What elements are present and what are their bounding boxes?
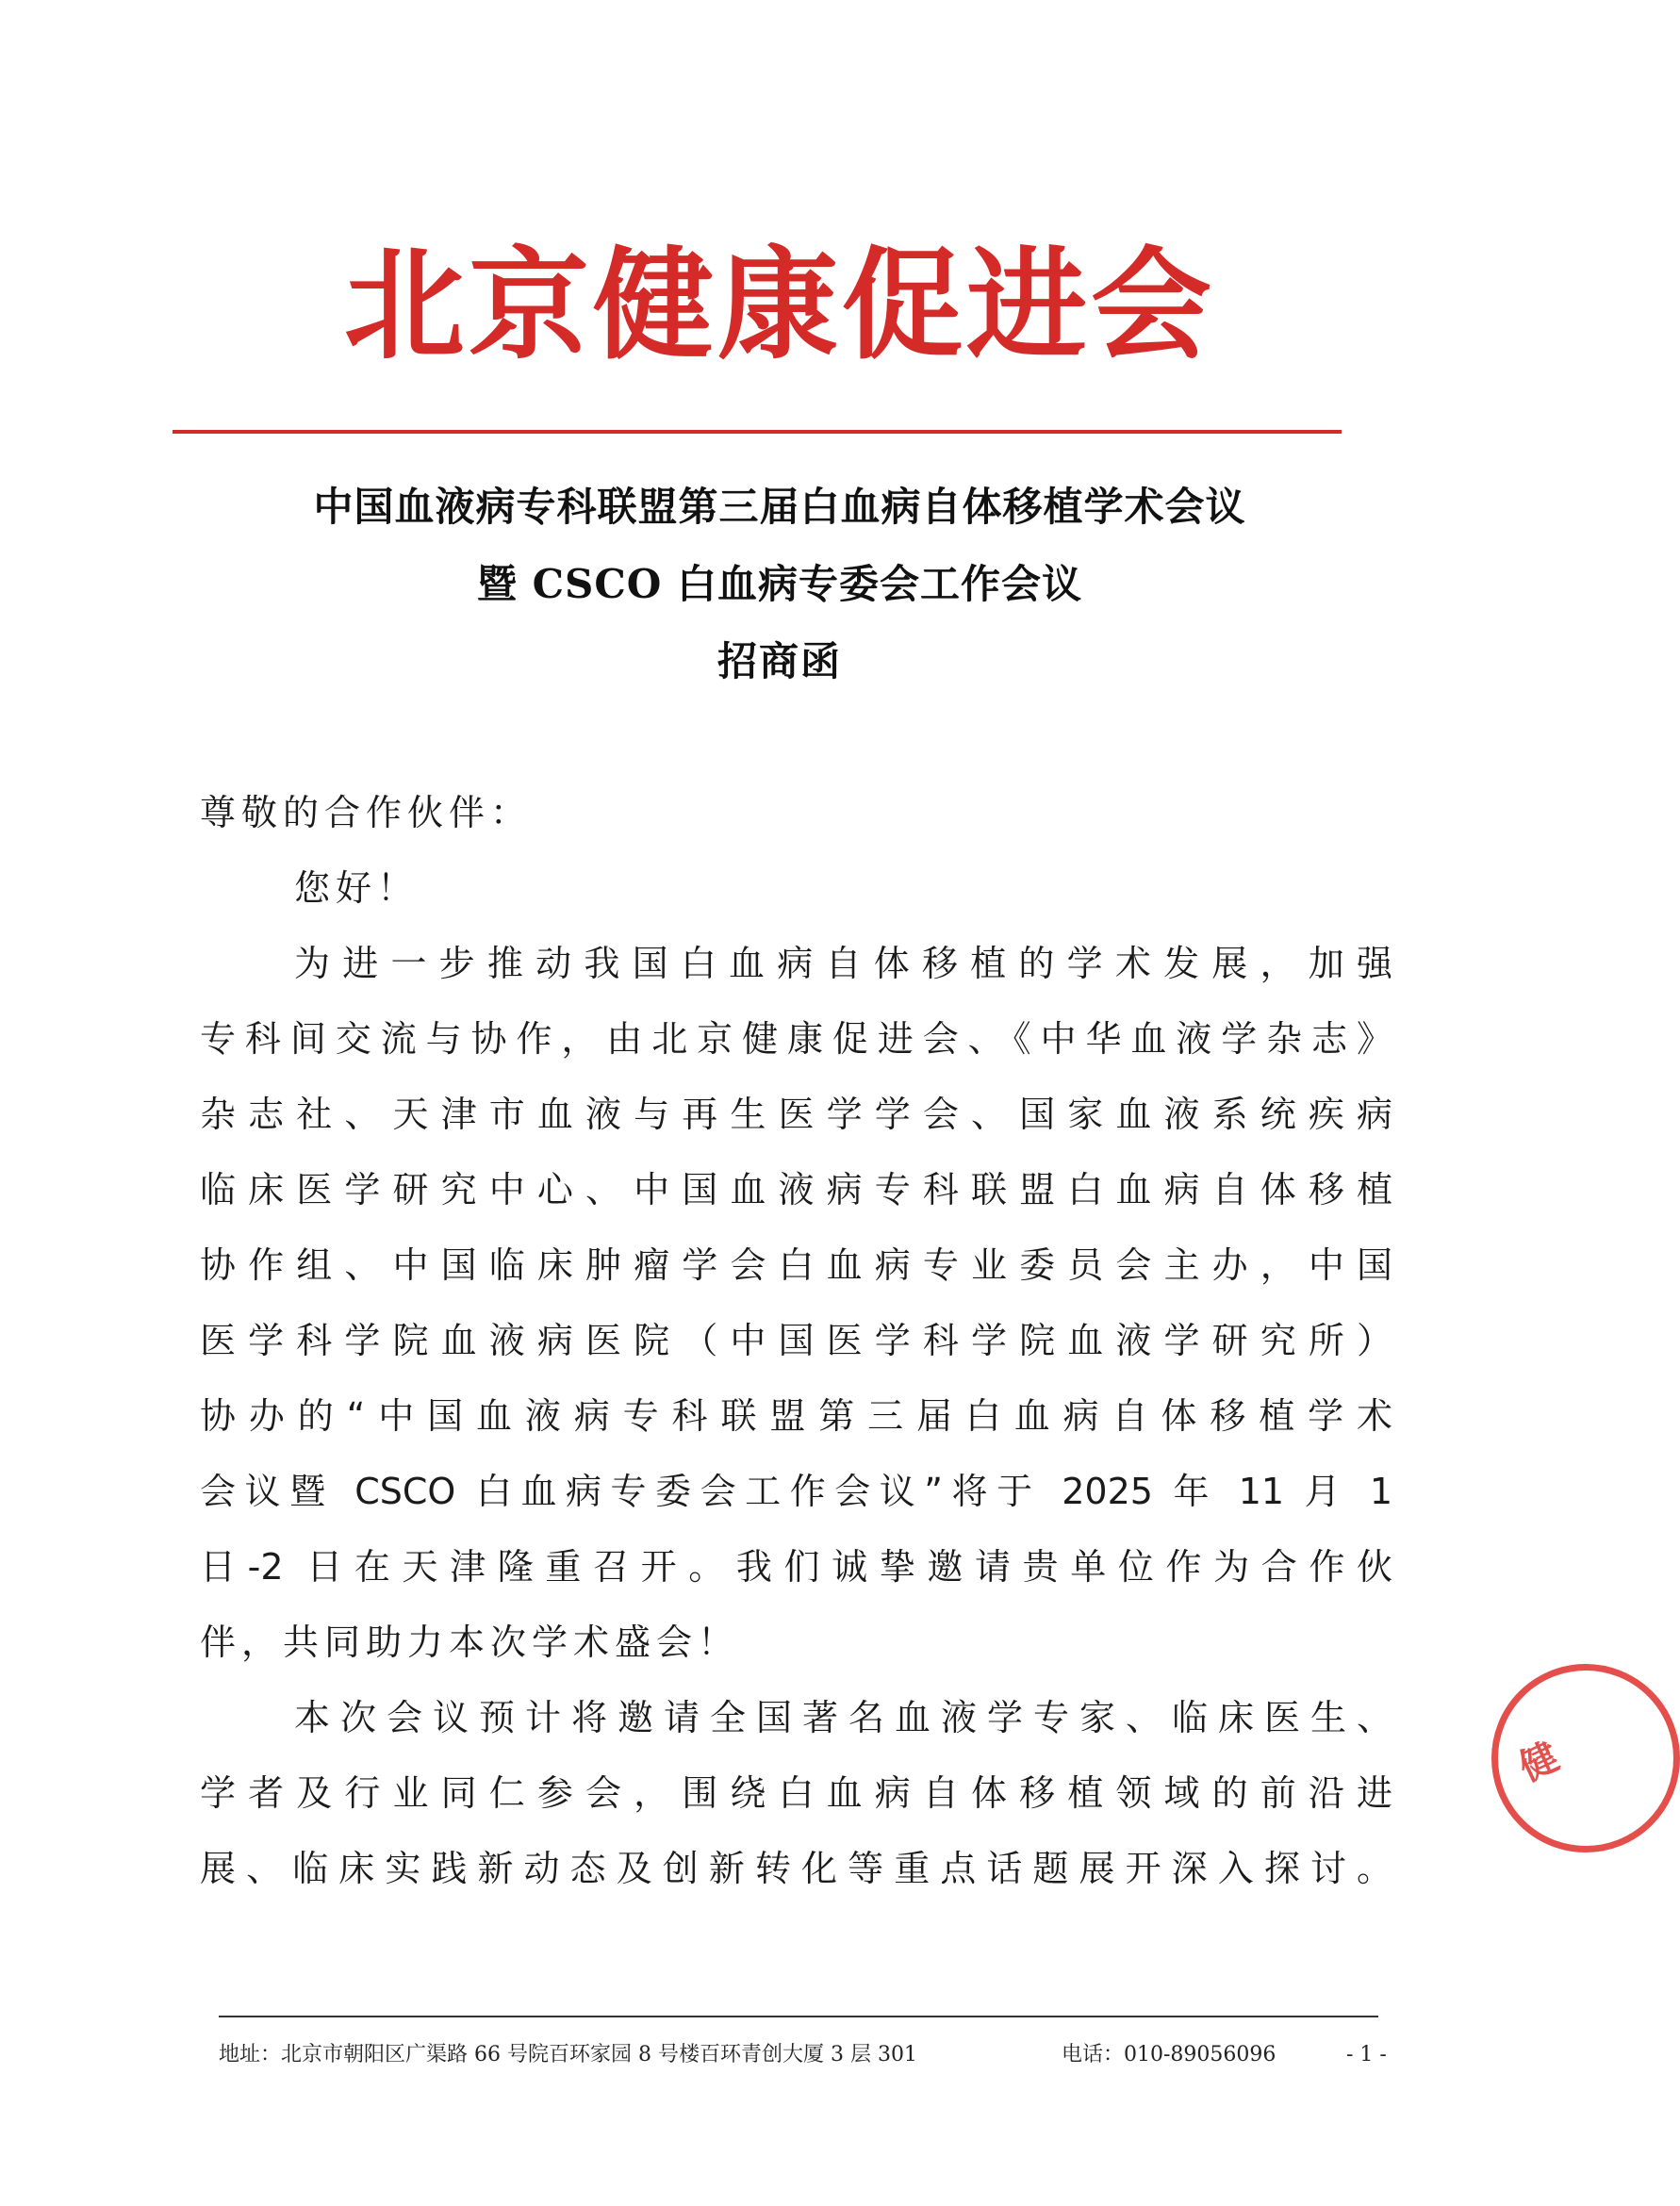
document-title-line-3: 招商函 [716,638,842,684]
paragraph-1-line: 临床医学研究中心、中国血液病专科联盟白血病自体移植 [200,1169,1392,1210]
paragraph-1-line: 协办的“中国血液病专科联盟第三届白血病自体移植学术 [200,1395,1392,1437]
paragraph-1-line: 协作组、中国临床肿瘤学会白血病专业委员会主办，中国 [200,1244,1392,1286]
document-title-line-1: 中国血液病专科联盟第三届白血病自体移植学术会议 [313,484,1246,530]
paragraph-1-line: 会议暨 CSCO 白血病专委会工作会议”将于 2025 年 11 月 1 [200,1471,1392,1512]
paragraph-2-line: 本次会议预计将邀请全国著名血液学专家、临床医生、 [294,1697,1392,1738]
paragraph-2-line: 展、临床实践新动态及创新转化等重点话题展开深入探讨。 [200,1848,1392,1889]
paragraph-1-line: 日-2 日在天津隆重召开。我们诚挚邀请贵单位作为合作伙 [200,1546,1392,1588]
seal-character: 健 [1512,1735,1566,1790]
footer-address: 地址：北京市朝阳区广渠路 66 号院百环家园 8 号楼百环青创大厦 3 层 301 [219,2043,917,2066]
footer-divider [219,2016,1378,2017]
document-title-line-2: 暨 CSCO 白血病专委会工作会议 [476,561,1083,607]
footer-phone: 电话：010-89056096 [1062,2043,1276,2066]
greeting: 您好！ [294,867,420,909]
letterhead-divider [173,430,1342,434]
paragraph-1-line: 专科间交流与协作，由北京健康促进会、《中华血液学杂志》 [200,1018,1392,1060]
official-seal-stamp [1491,1664,1680,1852]
org-letterhead-title: 北京健康促进会 [343,236,1215,376]
paragraph-1-line: 杂志社、天津市血液与再生医学学会、国家血液系统疾病 [200,1094,1392,1135]
paragraph-1-line: 为进一步推动我国白血病自体移植的学术发展，加强 [294,943,1392,984]
paragraph-1-line: 伴，共同助力本次学术盛会！ [200,1622,740,1663]
paragraph-1-line: 医学科学院血液病医院（中国医学科学院血液学研究所） [200,1320,1392,1361]
salutation: 尊敬的合作伙伴： [200,792,533,833]
paragraph-2-line: 学者及行业同仁参会，围绕白血病自体移植领域的前沿进 [200,1772,1392,1814]
page-number: - 1 - [1346,2043,1387,2066]
